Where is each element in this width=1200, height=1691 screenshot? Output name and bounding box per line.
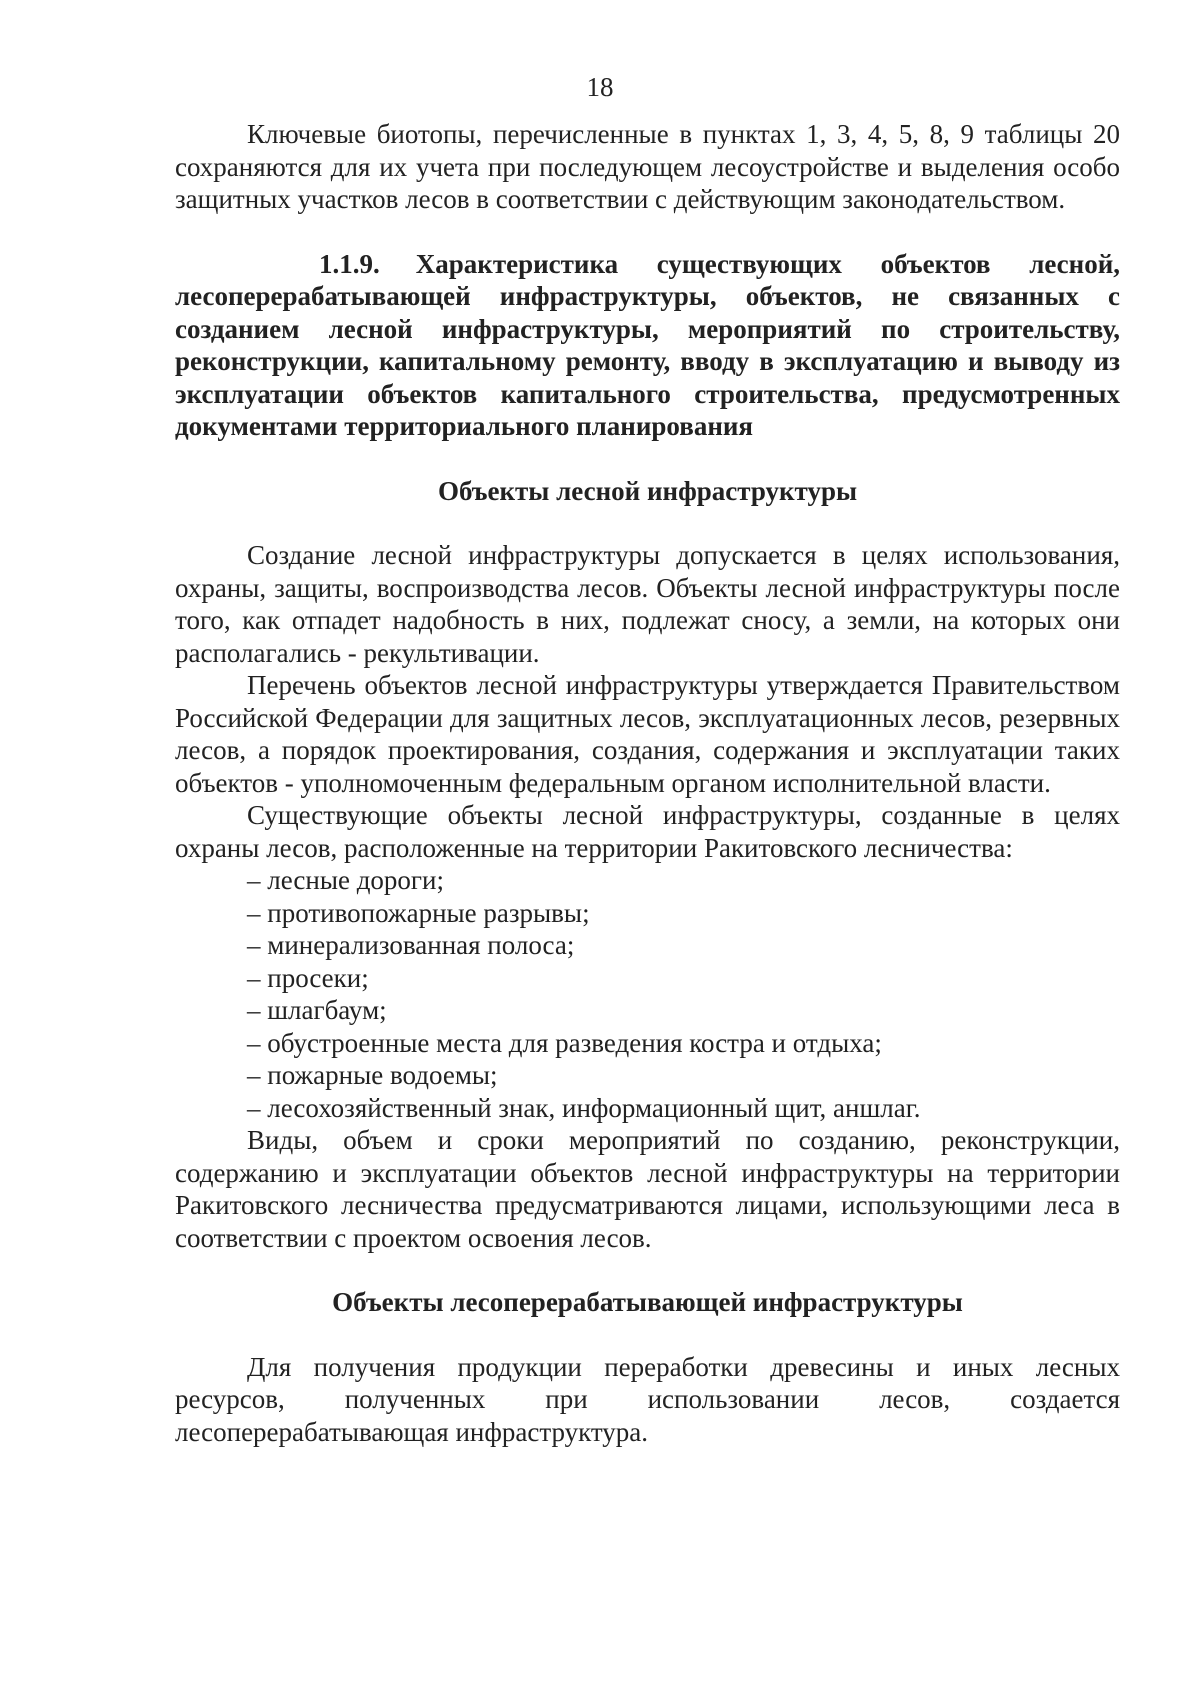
processing-infrastructure-title: Объекты лесоперерабатывающей инфраструктуры [332,1287,963,1317]
forest-infrastructure-paragraph-4: Виды, объем и сроки мероприятий по созданию, реконструкции, содержанию и эксплуатации объектов лесной инфраструктуры на территории Ракитовского лесничества предусматриваются лицами, использующими леса в соответствии с проектом освоения лесов. [175,1125,1120,1253]
forest-infrastructure-paragraph-2: Перечень объектов лесной инфраструктуры утверждается Правительством Российской Федерации для защитных лесов, эксплуатационных лесов, резервных лесов, а порядок проектирования, создания, содержания и эксплуатации таких объектов - уполномоченным федеральным органом исполнительной власти. [175,670,1120,798]
page-number: 18 [586,72,614,102]
page-content [175,118,1120,1448]
infrastructure-objects-list [175,864,1120,1124]
list-item: – лесохозяйственный знак, информационный щит, аншлаг. [247,1092,1120,1125]
forest-infrastructure-paragraph-1: Создание лесной инфраструктуры допускается в целях использования, охраны, защиты, воспроизводства лесов. Объекты лесной инфраструктуры после того, как отпадет надобность в них, подлежат сносу, а земли, на которых они располагались - рекультивации. [175,540,1120,668]
intro-paragraph: Ключевые биотопы, перечисленные в пунктах 1, 3, 4, 5, 8, 9 таблицы 20 сохраняются для их учета при последующем лесоустройстве и выделения особо защитных участков лесов в соответствии с действующим законодательством. [175,119,1120,214]
list-item: – обустроенные места для разведения костра и отдыха; [247,1027,1120,1060]
list-item: – пожарные водоемы; [247,1059,1120,1092]
section-heading [175,248,1120,443]
list-item: – лесные дороги; [247,864,1120,897]
list-item: – минерализованная полоса; [247,929,1120,962]
section-heading-text: Характеристика существующих объектов лесной, лесоперерабатывающей инфраструктуры, объектов, не связанных с созданием лесной инфраструктуры, мероприятий по строительству, реконструкции, капитальному ремонту, вводу в эксплуатацию и выводу из эксплуатации объектов капитального строительства, предусмотренных документами территориального планирования [175,248,1120,441]
list-item: – шлагбаум; [247,994,1120,1027]
forest-infrastructure-title: Объекты лесной инфраструктуры [437,475,858,506]
forest-infrastructure-paragraph-3: Существующие объекты лесной инфраструктуры, созданные в целях охраны лесов, расположенные на территории Ракитовского лесничества: [175,800,1120,863]
section-number: 1.1.9. [319,248,380,279]
list-item: – просеки; [247,962,1120,995]
list-item: – противопожарные разрывы; [247,897,1120,930]
processing-infrastructure-paragraph-1: Для получения продукции переработки древесины и иных лесных ресурсов, полученных при использовании лесов, создается лесоперерабатывающая инфраструктура. [175,1351,1120,1447]
